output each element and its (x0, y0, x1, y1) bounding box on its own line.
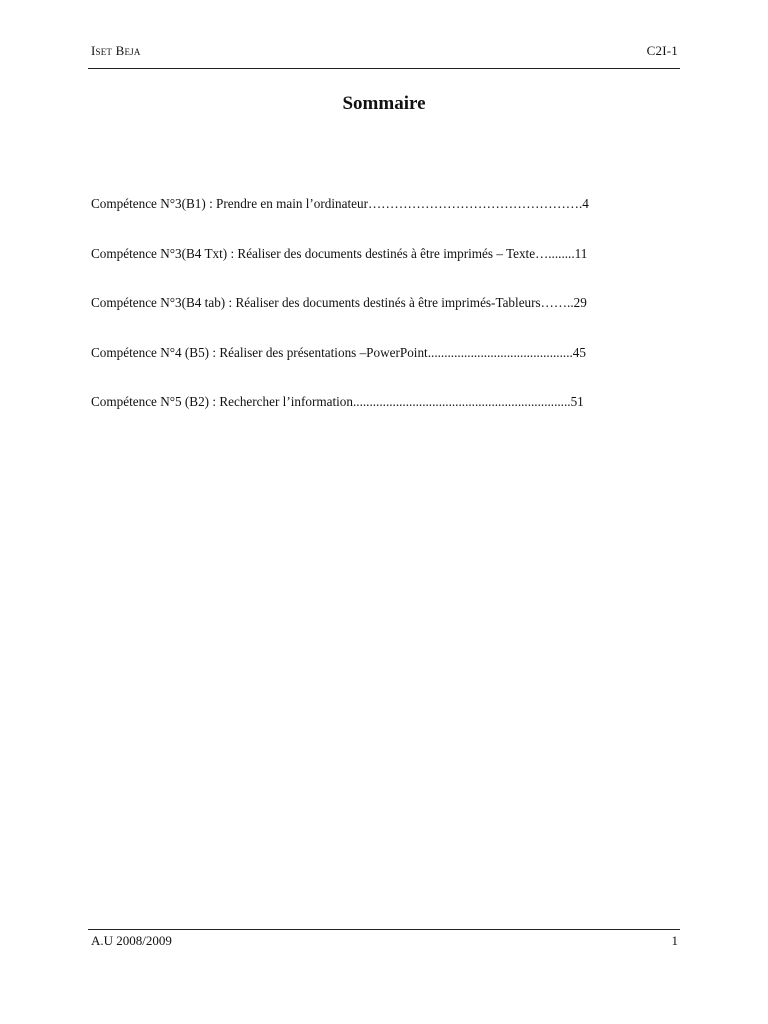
footer-academic-year: A.U 2008/2009 (91, 933, 172, 948)
toc-entry (91, 394, 677, 444)
header-course-code: C2I-1 (646, 43, 678, 58)
toc-entry-text: Compétence N°3(B4 Txt) : Réaliser des documents destinés à être imprimés – Texte…........11 (91, 245, 588, 261)
toc-entry-text: Compétence N°4 (B5) : Réaliser des présentations –PowerPoint............................................45 (91, 344, 586, 360)
toc-entry-text: Compétence N°3(B1) : Prendre en main l’ordinateur………………………………………….4 (91, 196, 589, 211)
page-footer (91, 933, 678, 949)
toc-entry-text: Compétence N°3(B4 tab) : Réaliser des documents destinés à être imprimés-Tableurs……..29 (91, 295, 587, 311)
footer-rule (88, 929, 680, 930)
toc-entry (91, 295, 677, 345)
page-header (91, 43, 678, 59)
header-institution: Iset Beja (91, 43, 141, 58)
page-title: Sommaire (342, 93, 426, 114)
toc-entry-text: Compétence N°5 (B2) : Rechercher l’information..................................................................51 (91, 394, 584, 410)
table-of-contents (91, 196, 677, 444)
page-number: 1 (671, 933, 678, 948)
header-rule (88, 68, 680, 69)
toc-entry (91, 196, 677, 246)
toc-entry (91, 345, 677, 395)
toc-entry (91, 246, 677, 296)
